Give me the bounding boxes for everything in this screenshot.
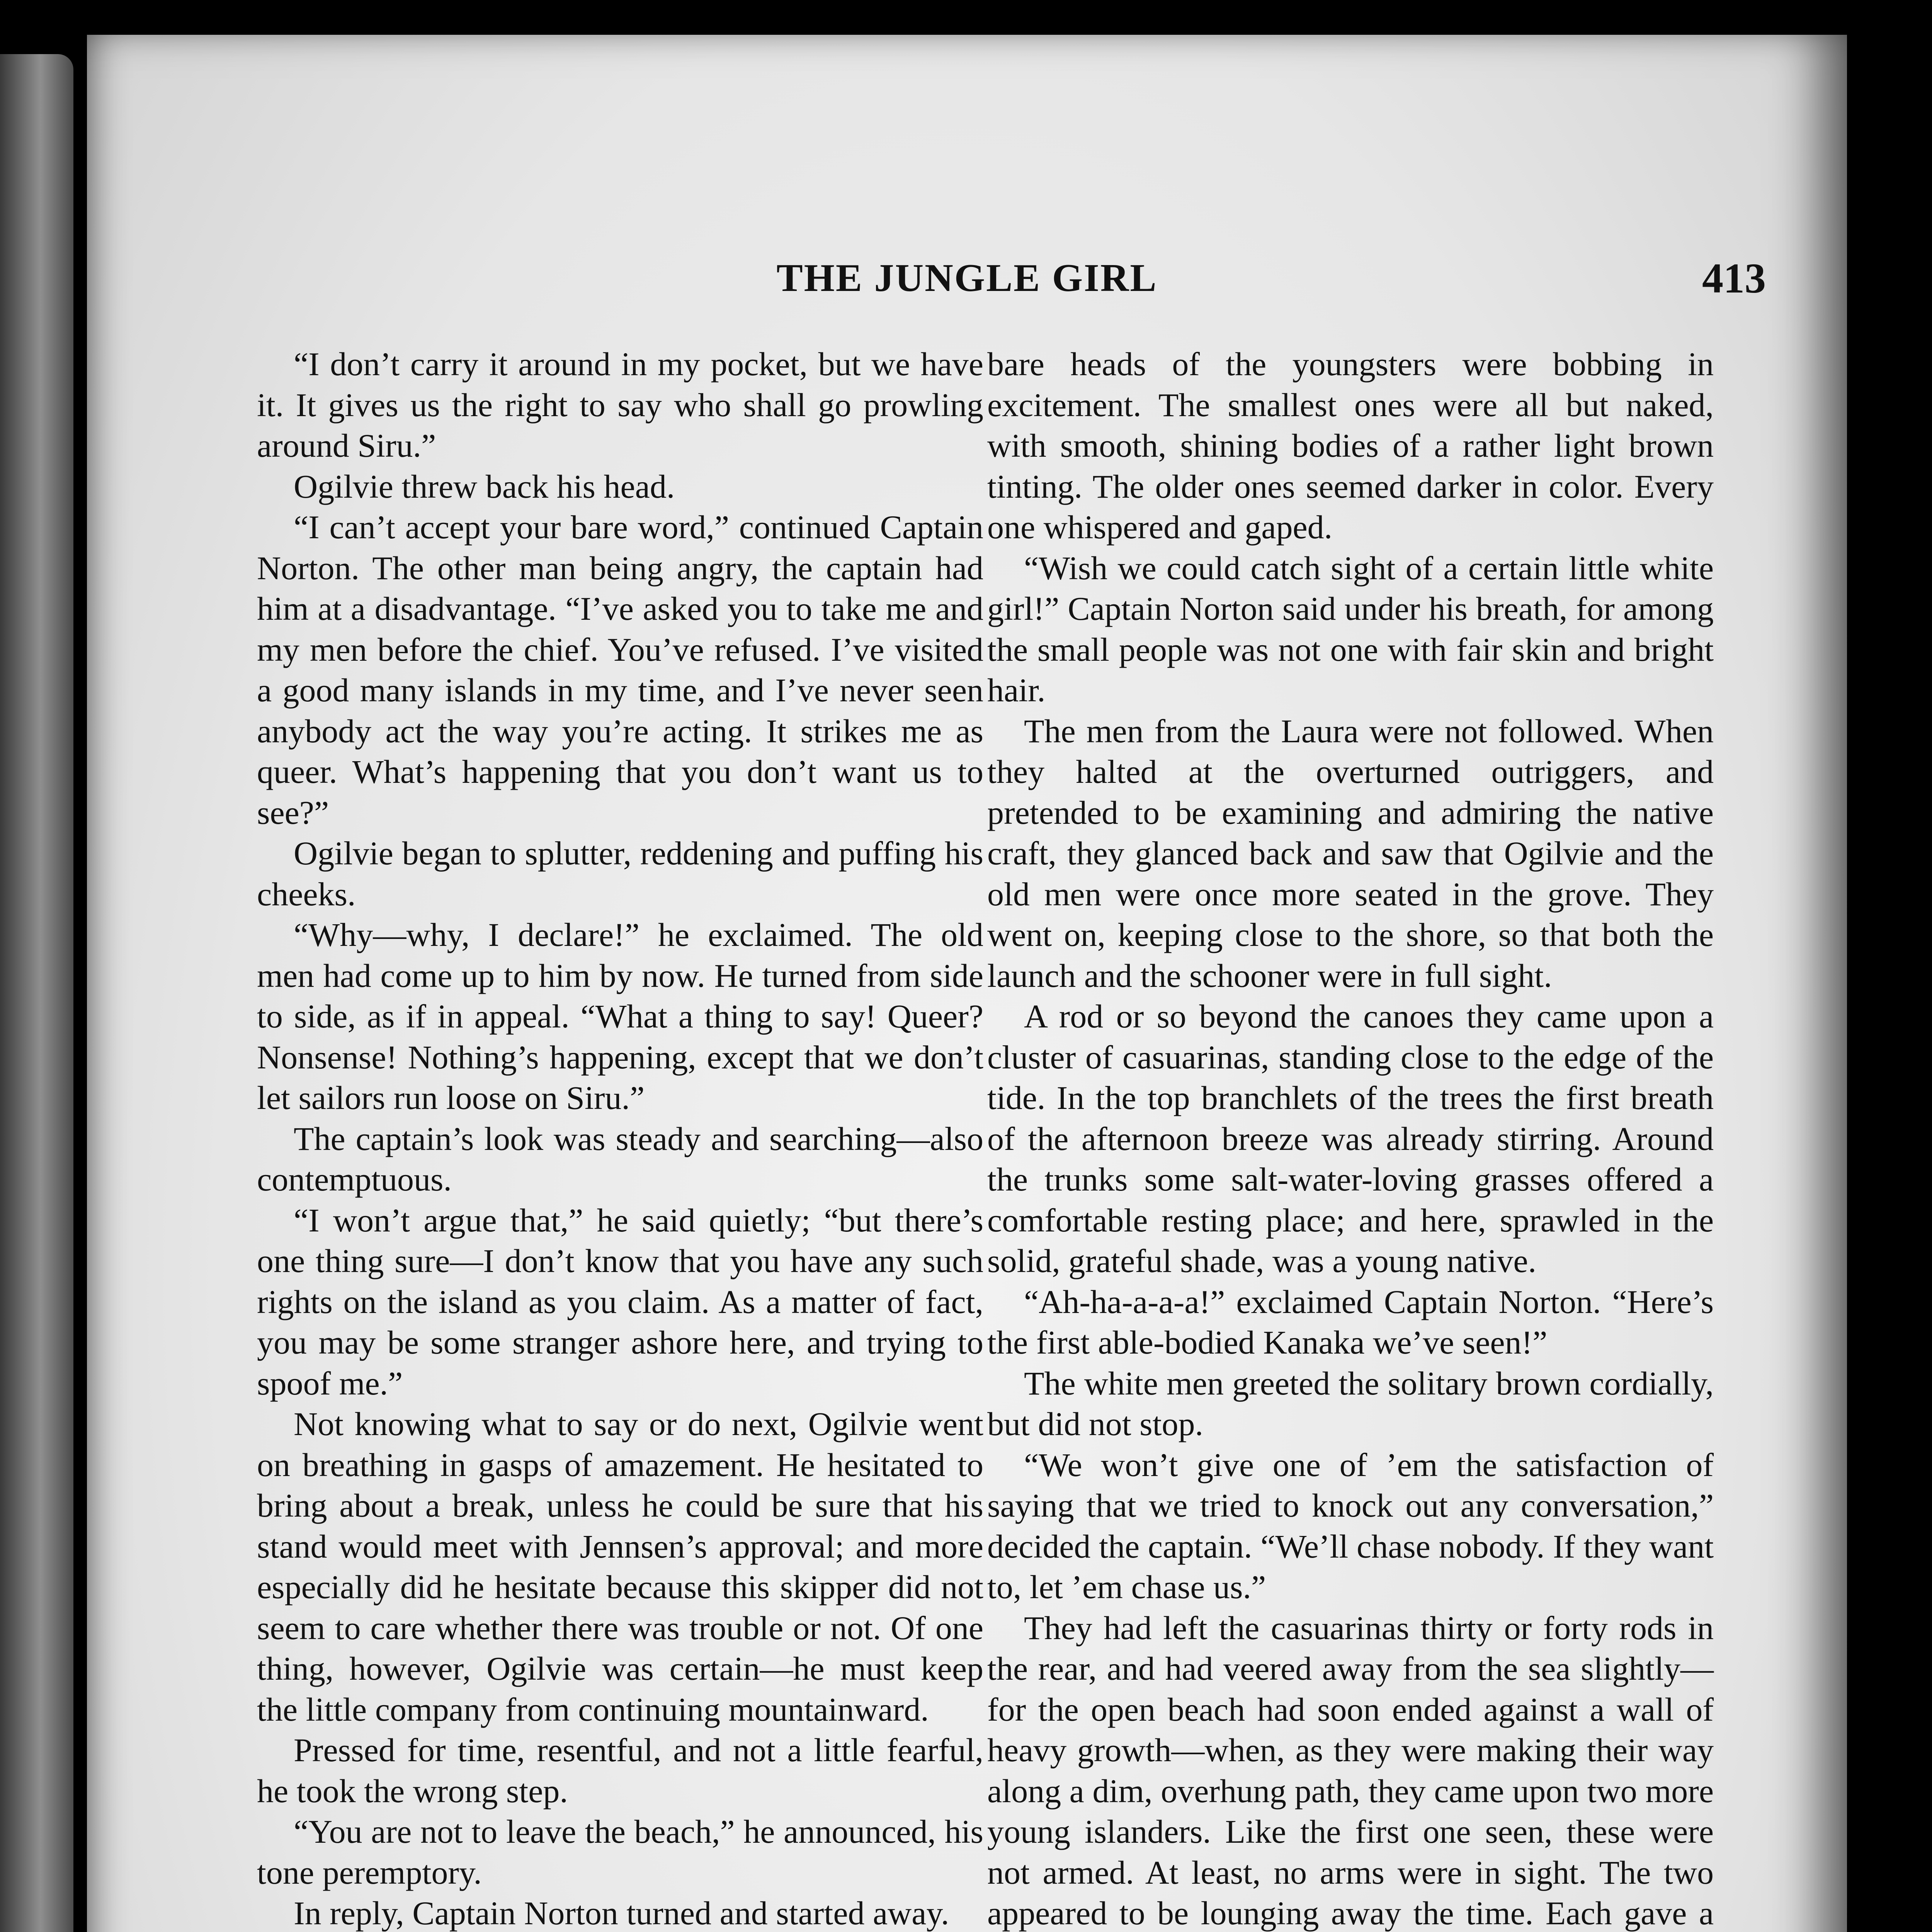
page-number: 413	[1702, 255, 1766, 302]
paragraph: They had left the casuarinas thirty or forty rods in the rear, and had veered away from the sea slightly—for the open beach had soon ended against a wall of heavy growth—when, as they were making their way along a dim, overhung path, they came upon two more young islanders. Like the first one seen, these were not armed. At least, no arms were in sight. The two appeared to be lounging away the time. Each gave a	[987, 1609, 1714, 1932]
paragraph: The men from the Laura were not followed. When they halted at the overturned outriggers, and pretended to be examining and admiring the native craft, they glanced back and saw that Ogilvie and the old men were once more seated in the grove. They went on, keeping close to the shore, so that both the launch and the schooner were in full sight.	[987, 712, 1714, 994]
text-column-right	[987, 344, 1714, 1932]
paragraph: The white men greeted the solitary brown cordially, but did not stop.	[987, 1364, 1714, 1442]
paragraph: Pressed for time, resentful, and not a little fearful, he took the wrong step.	[257, 1731, 983, 1810]
running-title: THE JUNGLE GIRL	[776, 256, 1158, 300]
paragraph: Not knowing what to say or do next, Ogilvie went on breathing in gasps of amazement. He hesitated to bring about a break, unless he could be sure that his stand would meet with Jennsen’s approval; and more especially did he hesitate because this skipper did not seem to care whether there was trouble or not. Of one thing, however, Ogilvie was certain—he must keep the little company from continuing mountainward.	[257, 1405, 983, 1728]
paragraph: “Ah-ha-a-a-a!” exclaimed Captain Norton. “Here’s the first able-bodied Kanaka we’ve seen!”	[987, 1283, 1714, 1361]
paragraph: “I can’t accept your bare word,” continued Captain Norton. The other man being angry, the captain had him at a disadvantage. “I’ve asked you to take me and my men before the chief. You’ve refused. I’ve visited a good many islands in my time, and I’ve never seen anybody act the way you’re acting. It strikes me as queer. What’s happening that you don’t want us to see?”	[257, 509, 983, 831]
text-column-left	[257, 344, 983, 1932]
paragraph: “Why—why, I declare!” he exclaimed. The old men had come up to him by now. He turned from side to side, as if in appeal. “What a thing to say! Queer? Nonsense! Nothing’s happening, except that we don’t let sailors run loose on Siru.”	[257, 916, 983, 1116]
facing-page-edge	[0, 54, 73, 1932]
running-head	[87, 251, 1847, 305]
paragraph: Ogilvie threw back his head.	[294, 468, 675, 505]
paragraph: In reply, Captain Norton turned and started away.	[294, 1895, 949, 1932]
paragraph: “I won’t argue that,” he said quietly; “but there’s one thing sure—I don’t know that you have any such rights on the island as you claim. As a matter of fact, you may be some stranger ashore here, and trying to spoof me.”	[257, 1201, 983, 1402]
paragraph-continued: bare heads of the youngsters were bobbing in excitement. The smallest ones were all but naked, with smooth, shining bodies of a rather light brown tinting. The older ones seemed darker in color. Every one whispered and gaped.	[987, 345, 1714, 546]
paragraph: “Wish we could catch sight of a certain little white girl!” Captain Norton said under his breath, for among the small people was not one with fair skin and bright hair.	[987, 549, 1714, 709]
book-page	[87, 35, 1847, 1932]
paragraph: The captain’s look was steady and searching—also contemptuous.	[257, 1120, 983, 1198]
paragraph: “We won’t give one of ’em the satisfaction of saying that we tried to knock out any conversation,” decided the captain. “We’ll chase nobody. If they want to, let ’em chase us.”	[987, 1446, 1714, 1605]
paragraph: Ogilvie began to splutter, reddening and puffing his cheeks.	[257, 835, 983, 913]
paragraph: “I don’t carry it around in my pocket, but we have it. It gives us the right to say who shall go prowling around Siru.”	[257, 345, 983, 464]
paragraph: “You are not to leave the beach,” he announced, his tone peremptory.	[257, 1813, 983, 1891]
paragraph: A rod or so beyond the canoes they came upon a cluster of casuarinas, standing close to the edge of the tide. In the top branchlets of the trees the first breath of the afternoon breeze was already stirring. Around the trunks some salt-water-loving grasses offered a comfortable resting place; and here, sprawled in the solid, grateful shade, was a young native.	[987, 998, 1714, 1279]
